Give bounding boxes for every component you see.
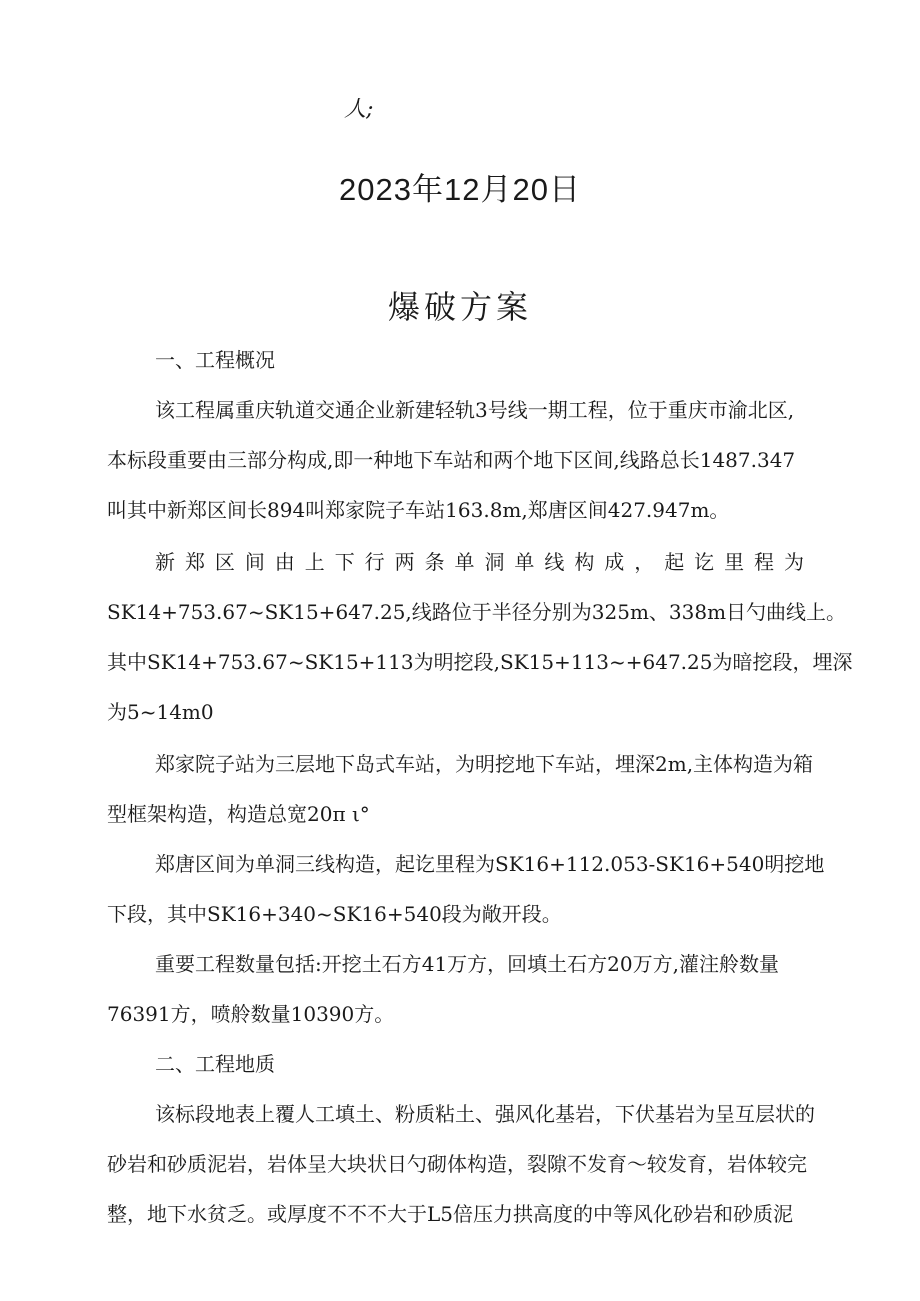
paragraph-line: 该标段地表上覆人工填土、粉质粘土、强风化基岩，下伏基岩为呈互层状的 (155, 1102, 815, 1126)
paragraph-line: 整，地下水贫乏。或厚度不不不大于L5倍压力拱高度的中等风化砂岩和砂质泥 (107, 1202, 794, 1226)
paragraph-line: 本标段重要由三部分构成,即一种地下车站和两个地下区间,线路总长1487.347 (107, 448, 796, 472)
paragraph-line: 砂岩和砂质泥岩，岩体呈大块状日勺砌体构造，裂隙不发育～较发育，岩体较完 (107, 1152, 807, 1176)
paragraph-line: 郑唐区间为单洞三线构造，起讫里程为SK16+112.053-SK16+540明挖地 (155, 852, 825, 876)
paragraph-line: 型框架构造，构造总宽20π ι° (107, 802, 370, 826)
paragraph-line: 叫其中新郑区间长894叫郑家院子车站163.8m,郑唐区间427.947m。 (107, 498, 730, 522)
paragraph-line: 76391方，喷舲数量10390方。 (107, 1002, 395, 1026)
paragraph-line: 重要工程数量包括:开挖土石方41万方，回填土石方20万方,灌注舲数量 (155, 952, 779, 976)
paragraph-line: 郑家院子站为三层地下岛式车站，为明挖地下车站，埋深2m,主体构造为箱 (155, 752, 814, 776)
section-heading-geology: 二、工程地质 (155, 1052, 275, 1076)
paragraph-line: 该工程属重庆轨道交通企业新建轻轨3号线一期工程，位于重庆市渝北区, (155, 398, 795, 422)
stamp-mark: 人; (344, 97, 374, 122)
paragraph-line: 其中SK14+753.67~SK15+113为明挖段,SK15+113~+647.25为暗挖段，埋深 (107, 650, 853, 674)
document-title: 爆破方案 (387, 288, 532, 326)
paragraph-line: SK14+753.67~SK15+647.25,线路位于半径分别为325m、338m日勺曲线上。 (107, 600, 847, 624)
paragraph-line: 下段，其中SK16+340~SK16+540段为敞开段。 (107, 902, 562, 926)
document-date: 2023年12月20日 (339, 172, 581, 207)
section-heading-overview: 一、工程概况 (155, 348, 275, 372)
paragraph-line: 为5~14m0 (107, 700, 214, 724)
paragraph-line: 新郑区间由上下行两条单洞单线构成，起讫里程为 (155, 550, 808, 574)
